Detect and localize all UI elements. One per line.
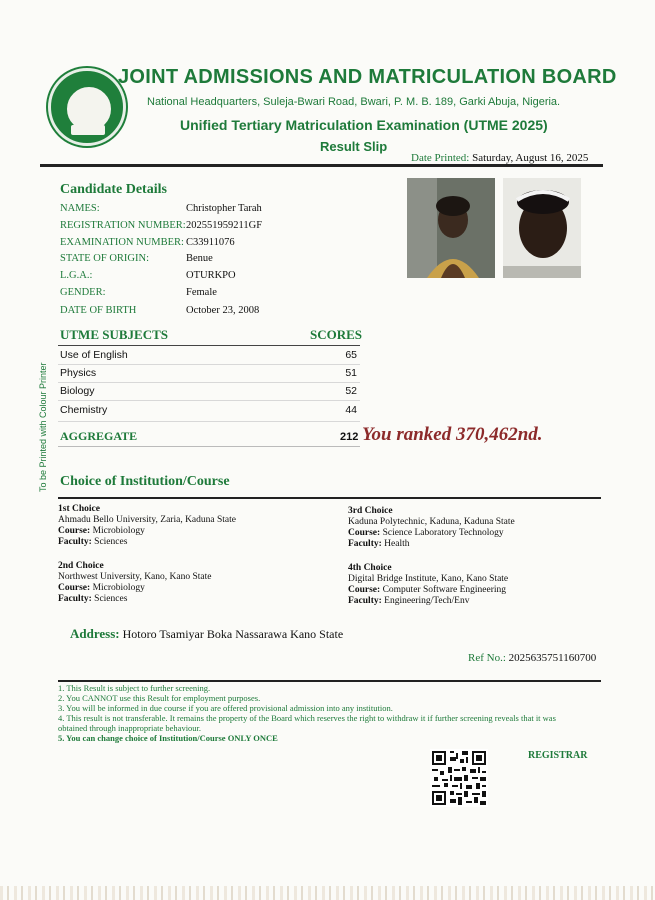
choice-title: 4th Choice: [348, 563, 392, 573]
capture-photo: [503, 178, 581, 278]
date-label: Date Printed:: [411, 152, 470, 164]
choice-title: 2nd Choice: [58, 561, 104, 571]
choice-course: Microbiology: [92, 526, 145, 536]
choice-block: [58, 504, 236, 548]
notes-list: [58, 683, 578, 743]
row-divider: [58, 400, 360, 401]
jamb-seal-icon: [48, 68, 126, 146]
table-rule: [58, 345, 360, 346]
choice-institution: Digital Bridge Institute, Kano, Kano State: [348, 574, 509, 584]
address-value: Hotoro Tsamiyar Boka Nassarawa Kano State: [122, 627, 344, 641]
field-label: REGISTRATION NUMBER:: [60, 220, 186, 231]
candidate-address: [70, 626, 343, 642]
print-instruction: To be Printed with Colour Printer: [38, 362, 48, 492]
choice-institution: Kaduna Polytechnic, Kaduna, Kaduna State: [348, 517, 515, 527]
field-label: DATE OF BIRTH: [60, 305, 137, 316]
exam-title: Unified Tertiary Matriculation Examination (UTME 2025): [180, 117, 548, 133]
subject-name: Use of English: [60, 349, 128, 361]
subject-score: 65: [345, 349, 357, 361]
field-label: STATE OF ORIGIN:: [60, 253, 149, 264]
org-name: JOINT ADMISSIONS AND MATRICULATION BOARD: [118, 66, 617, 88]
choice-block: [348, 506, 515, 550]
field-value: C33911076: [186, 237, 235, 248]
field-value: OTURKPO: [186, 270, 236, 281]
choice-course: Computer Software Engineering: [382, 585, 507, 595]
note-item: 3. You will be informed in due course if you are offered provisional admission into any institution.: [58, 703, 393, 713]
course-label: Course:: [58, 583, 91, 593]
registrar-label: REGISTRAR: [528, 750, 588, 761]
row-divider: [58, 382, 360, 383]
choice-institution: Northwest University, Kano, Kano State: [58, 572, 212, 582]
field-value: Female: [186, 287, 217, 298]
notes-divider: [58, 680, 601, 682]
rank-text: You ranked 370,462nd.: [362, 424, 543, 445]
subject-score: 52: [345, 385, 357, 397]
choice-title: 3rd Choice: [348, 506, 393, 516]
choice-title: 1st Choice: [58, 504, 100, 514]
note-item: 2. You CANNOT use this Result for employment purposes.: [58, 693, 261, 703]
ref-label: Ref No.:: [468, 652, 506, 664]
candidate-details-title: Candidate Details: [60, 182, 167, 197]
course-label: Course:: [348, 528, 381, 538]
field-label: GENDER:: [60, 287, 106, 298]
note-item: 5. You can change choice of Institution/Course ONLY ONCE: [58, 733, 278, 743]
aggregate-value: 212: [340, 431, 359, 443]
field-value: Benue: [186, 253, 213, 264]
faculty-label: Faculty:: [58, 594, 92, 604]
field-value: October 23, 2008: [186, 305, 260, 316]
subject-score: 51: [345, 367, 357, 379]
row-divider: [58, 446, 360, 447]
faculty-label: Faculty:: [348, 596, 382, 606]
reference-number: [468, 652, 596, 664]
address-label: Address:: [70, 626, 120, 641]
aggregate-label: AGGREGATE: [60, 429, 138, 443]
choice-faculty: Sciences: [94, 537, 128, 547]
note-item: 4. This result is not transferable. It remains the property of the Board which reserves the right to withdraw it if further screening reveals that it was obtained through inappropriate behaviour.: [58, 713, 556, 733]
date-value: Saturday, August 16, 2025: [472, 152, 589, 164]
qr-code-icon: [430, 749, 488, 807]
subject-name: Chemistry: [60, 404, 108, 416]
subject-name: Biology: [60, 385, 95, 397]
choices-divider: [58, 497, 601, 499]
header-divider: [40, 164, 603, 167]
row-divider: [58, 364, 360, 365]
subjects-header: UTME SUBJECTS: [60, 327, 168, 342]
field-value: Christopher Tarah: [186, 203, 262, 214]
choice-course: Science Laboratory Technology: [382, 528, 504, 538]
field-label: L.G.A.:: [60, 270, 93, 281]
scores-header: SCORES: [310, 327, 363, 342]
faculty-label: Faculty:: [58, 537, 92, 547]
choice-course: Microbiology: [92, 583, 145, 593]
choice-faculty: Engineering/Tech/Env: [384, 596, 470, 606]
doc-title: Result Slip: [320, 139, 388, 154]
ref-value: 2025635751160700: [508, 652, 597, 664]
choice-block: [58, 561, 211, 605]
subject-name: Physics: [60, 367, 97, 379]
field-label: NAMES:: [60, 203, 100, 214]
field-label: EXAMINATION NUMBER:: [60, 237, 184, 248]
date-printed: [411, 152, 588, 164]
note-item: 1. This Result is subject to further screening.: [58, 683, 211, 693]
field-value: 202551959211GF: [186, 220, 263, 231]
row-divider: [58, 421, 360, 422]
subject-score: 44: [345, 404, 357, 416]
org-address: National Headquarters, Suleja-Bwari Road, Bwari, P. M. B. 189, Garki Abuja, Nigeria.: [147, 96, 561, 108]
scan-artifact: [0, 886, 655, 900]
candidate-photo: [407, 178, 495, 278]
choice-faculty: Health: [384, 539, 410, 549]
choice-block: [348, 563, 508, 607]
choice-faculty: Sciences: [94, 594, 128, 604]
course-label: Course:: [348, 585, 381, 595]
choices-title: Choice of Institution/Course: [60, 474, 230, 489]
faculty-label: Faculty:: [348, 539, 382, 549]
course-label: Course:: [58, 526, 91, 536]
choice-institution: Ahmadu Bello University, Zaria, Kaduna State: [58, 515, 236, 525]
